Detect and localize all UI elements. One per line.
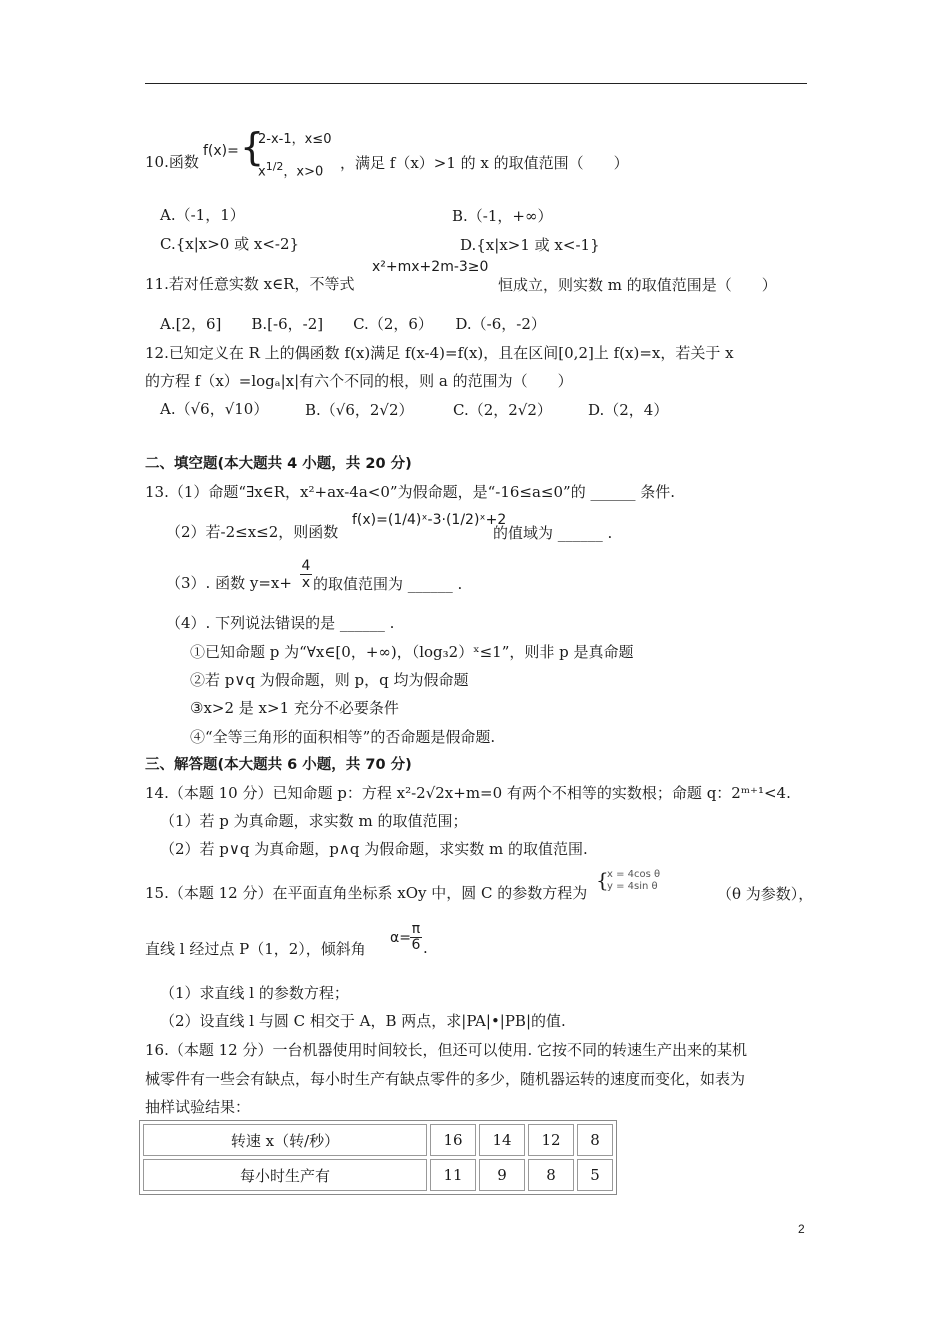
q12-option-a: A.（√6，√10） bbox=[160, 400, 269, 418]
q10-case2 bbox=[258, 160, 323, 179]
fraction-numerator: π bbox=[411, 921, 421, 937]
q10-option-d: D.{x|x>1 或 x<-1} bbox=[460, 236, 600, 254]
table-cell: 8 bbox=[577, 1124, 613, 1156]
q10-case1: 2-x-1，x≤0 bbox=[258, 132, 332, 147]
q10-function-label: f(x)= bbox=[203, 143, 239, 159]
q10-case2-exp: 1/2 bbox=[265, 160, 284, 173]
q15-alpha: α= bbox=[390, 930, 411, 946]
q15-suffix: （θ 为参数）， bbox=[717, 885, 814, 903]
table-row bbox=[143, 1159, 613, 1191]
q14-line1: 14.（本题 10 分）已知命题 p：方程 x²-2√2x+m=0 有两个不相等的实数根；命题 q：2ᵐ⁺¹<4. bbox=[145, 784, 791, 802]
q10-option-c: C.{x|x>0 或 x<-2} bbox=[160, 235, 300, 253]
q14-part1: （1）若 p 为真命题，求实数 m 的取值范围； bbox=[160, 812, 468, 830]
q15-part1: （1）求直线 l 的参数方程； bbox=[160, 984, 349, 1002]
table-cell: 8 bbox=[528, 1159, 574, 1191]
table-row bbox=[143, 1124, 613, 1156]
table-cell: 11 bbox=[430, 1159, 476, 1191]
table-row-label: 转速 x（转/秒） bbox=[143, 1124, 427, 1156]
q15-system-brace: { bbox=[596, 868, 609, 892]
q11-prefix: 11.若对任意实数 x∈R，不等式 bbox=[145, 275, 355, 293]
q12-line2: 的方程 f（x）=logₐ|x|有六个不同的根，则 a 的范围为（ ） bbox=[145, 372, 573, 390]
q11-inequality: x²+mx+2m-3≥0 bbox=[372, 259, 489, 275]
q13-statement-1: ①已知命题 p 为“∀x∈[0，+∞)，（log₃2）ˣ≤1”，则非 p 是真命题 bbox=[190, 643, 634, 661]
fraction-denominator: x bbox=[301, 575, 311, 591]
sample-data-table bbox=[139, 1120, 617, 1195]
q15-line2-suffix: . bbox=[423, 939, 428, 957]
table-row-label: 每小时生产有 bbox=[143, 1159, 427, 1191]
q12-option-c: C.（2，2√2） bbox=[453, 401, 552, 419]
table-cell: 5 bbox=[577, 1159, 613, 1191]
q15-eq-x: x = 4cos θ bbox=[607, 869, 661, 880]
q11-suffix: 恒成立，则实数 m 的取值范围是（ ） bbox=[498, 276, 777, 294]
q15-line2-prefix: 直线 l 经过点 P（1，2），倾斜角 bbox=[145, 940, 366, 958]
piecewise-brace: { bbox=[240, 125, 265, 169]
q15-parametric-equations bbox=[607, 869, 660, 893]
q12-option-d: D.（2，4） bbox=[588, 401, 669, 419]
q10-suffix: ，满足 f（x）>1 的 x 的取值范围（ ） bbox=[340, 154, 629, 172]
table-cell: 9 bbox=[479, 1159, 525, 1191]
q10-case2-cond: ，x>0 bbox=[283, 164, 324, 180]
q10-prefix: 10.函数 bbox=[145, 153, 199, 171]
table-cell: 14 bbox=[479, 1124, 525, 1156]
q10-case2-base: x bbox=[258, 164, 266, 180]
q13-statement-2: ②若 p∨q 为假命题，则 p，q 均为假命题 bbox=[190, 671, 469, 689]
q15-part2: （2）设直线 l 与圆 C 相交于 A，B 两点，求|PA|•|PB|的值. bbox=[160, 1012, 566, 1030]
q15-eq-y: y = 4sin θ bbox=[607, 881, 658, 892]
q13-statement-3: ③x>2 是 x>1 充分不必要条件 bbox=[190, 699, 399, 717]
q16-line1: 16.（本题 12 分）一台机器使用时间较长，但还可以使用. 它按不同的转速生产出来的某机 bbox=[145, 1041, 748, 1059]
q10-option-a: A.（-1，1） bbox=[160, 206, 245, 224]
q12-option-b: B.（√6，2√2） bbox=[305, 401, 414, 419]
q16-line2: 械零件有一些会有缺点，每小时生产有缺点零件的多少，随机器运转的速度而变化，如表为 bbox=[145, 1070, 746, 1088]
q16-line3: 抽样试验结果： bbox=[145, 1098, 251, 1116]
q11-options: A.[2，6] B.[-6，-2] C.（2，6） D.（-6，-2） bbox=[160, 315, 546, 333]
section-answer-heading: 三、解答题(本大题共 6 小题，共 70 分) bbox=[145, 757, 412, 773]
q12-line1: 12.已知定义在 R 上的偶函数 f(x)满足 f(x-4)=f(x)，且在区间[0,2]上 f(x)=x，若关于 x bbox=[145, 344, 734, 362]
section-fill-in-heading: 二、填空题(本大题共 4 小题，共 20 分) bbox=[145, 456, 412, 472]
q14-part2: （2）若 p∨q 为真命题，p∧q 为假命题，求实数 m 的取值范围. bbox=[160, 840, 588, 858]
q13-statement-4: ④“全等三角形的面积相等”的否命题是假命题. bbox=[190, 728, 496, 746]
table-cell: 12 bbox=[528, 1124, 574, 1156]
q13-part2-prefix: （2）若-2≤x≤2，则函数 bbox=[166, 523, 339, 541]
q13-part3-suffix: 的取值范围为 ______ . bbox=[313, 575, 463, 593]
fraction-numerator: 4 bbox=[301, 558, 311, 574]
q13-part2-formula: f(x)=(1/4)ˣ-3·(1/2)ˣ+2 bbox=[352, 512, 507, 528]
header-rule bbox=[145, 83, 807, 84]
q13-part3-prefix: （3）. 函数 y=x+ bbox=[166, 574, 292, 592]
q13-part2-suffix: 的值域为 ______ . bbox=[493, 524, 613, 542]
q15-angle-fraction bbox=[410, 922, 422, 953]
q13-part4: （4）. 下列说法错误的是 ______ . bbox=[166, 614, 395, 632]
table-cell: 16 bbox=[430, 1124, 476, 1156]
q15-prefix: 15.（本题 12 分）在平面直角坐标系 xOy 中，圆 C 的参数方程为 bbox=[145, 884, 588, 902]
fraction-denominator: 6 bbox=[411, 937, 421, 953]
q10-option-b: B.（-1，+∞） bbox=[452, 207, 553, 225]
q13-part3-fraction bbox=[300, 558, 312, 591]
page-number: 2 bbox=[798, 1222, 805, 1236]
q13-part1: 13.（1）命题“∃x∈R，x²+ax-4a<0”为假命题，是“-16≤a≤0”的 ______ 条件. bbox=[145, 483, 675, 501]
